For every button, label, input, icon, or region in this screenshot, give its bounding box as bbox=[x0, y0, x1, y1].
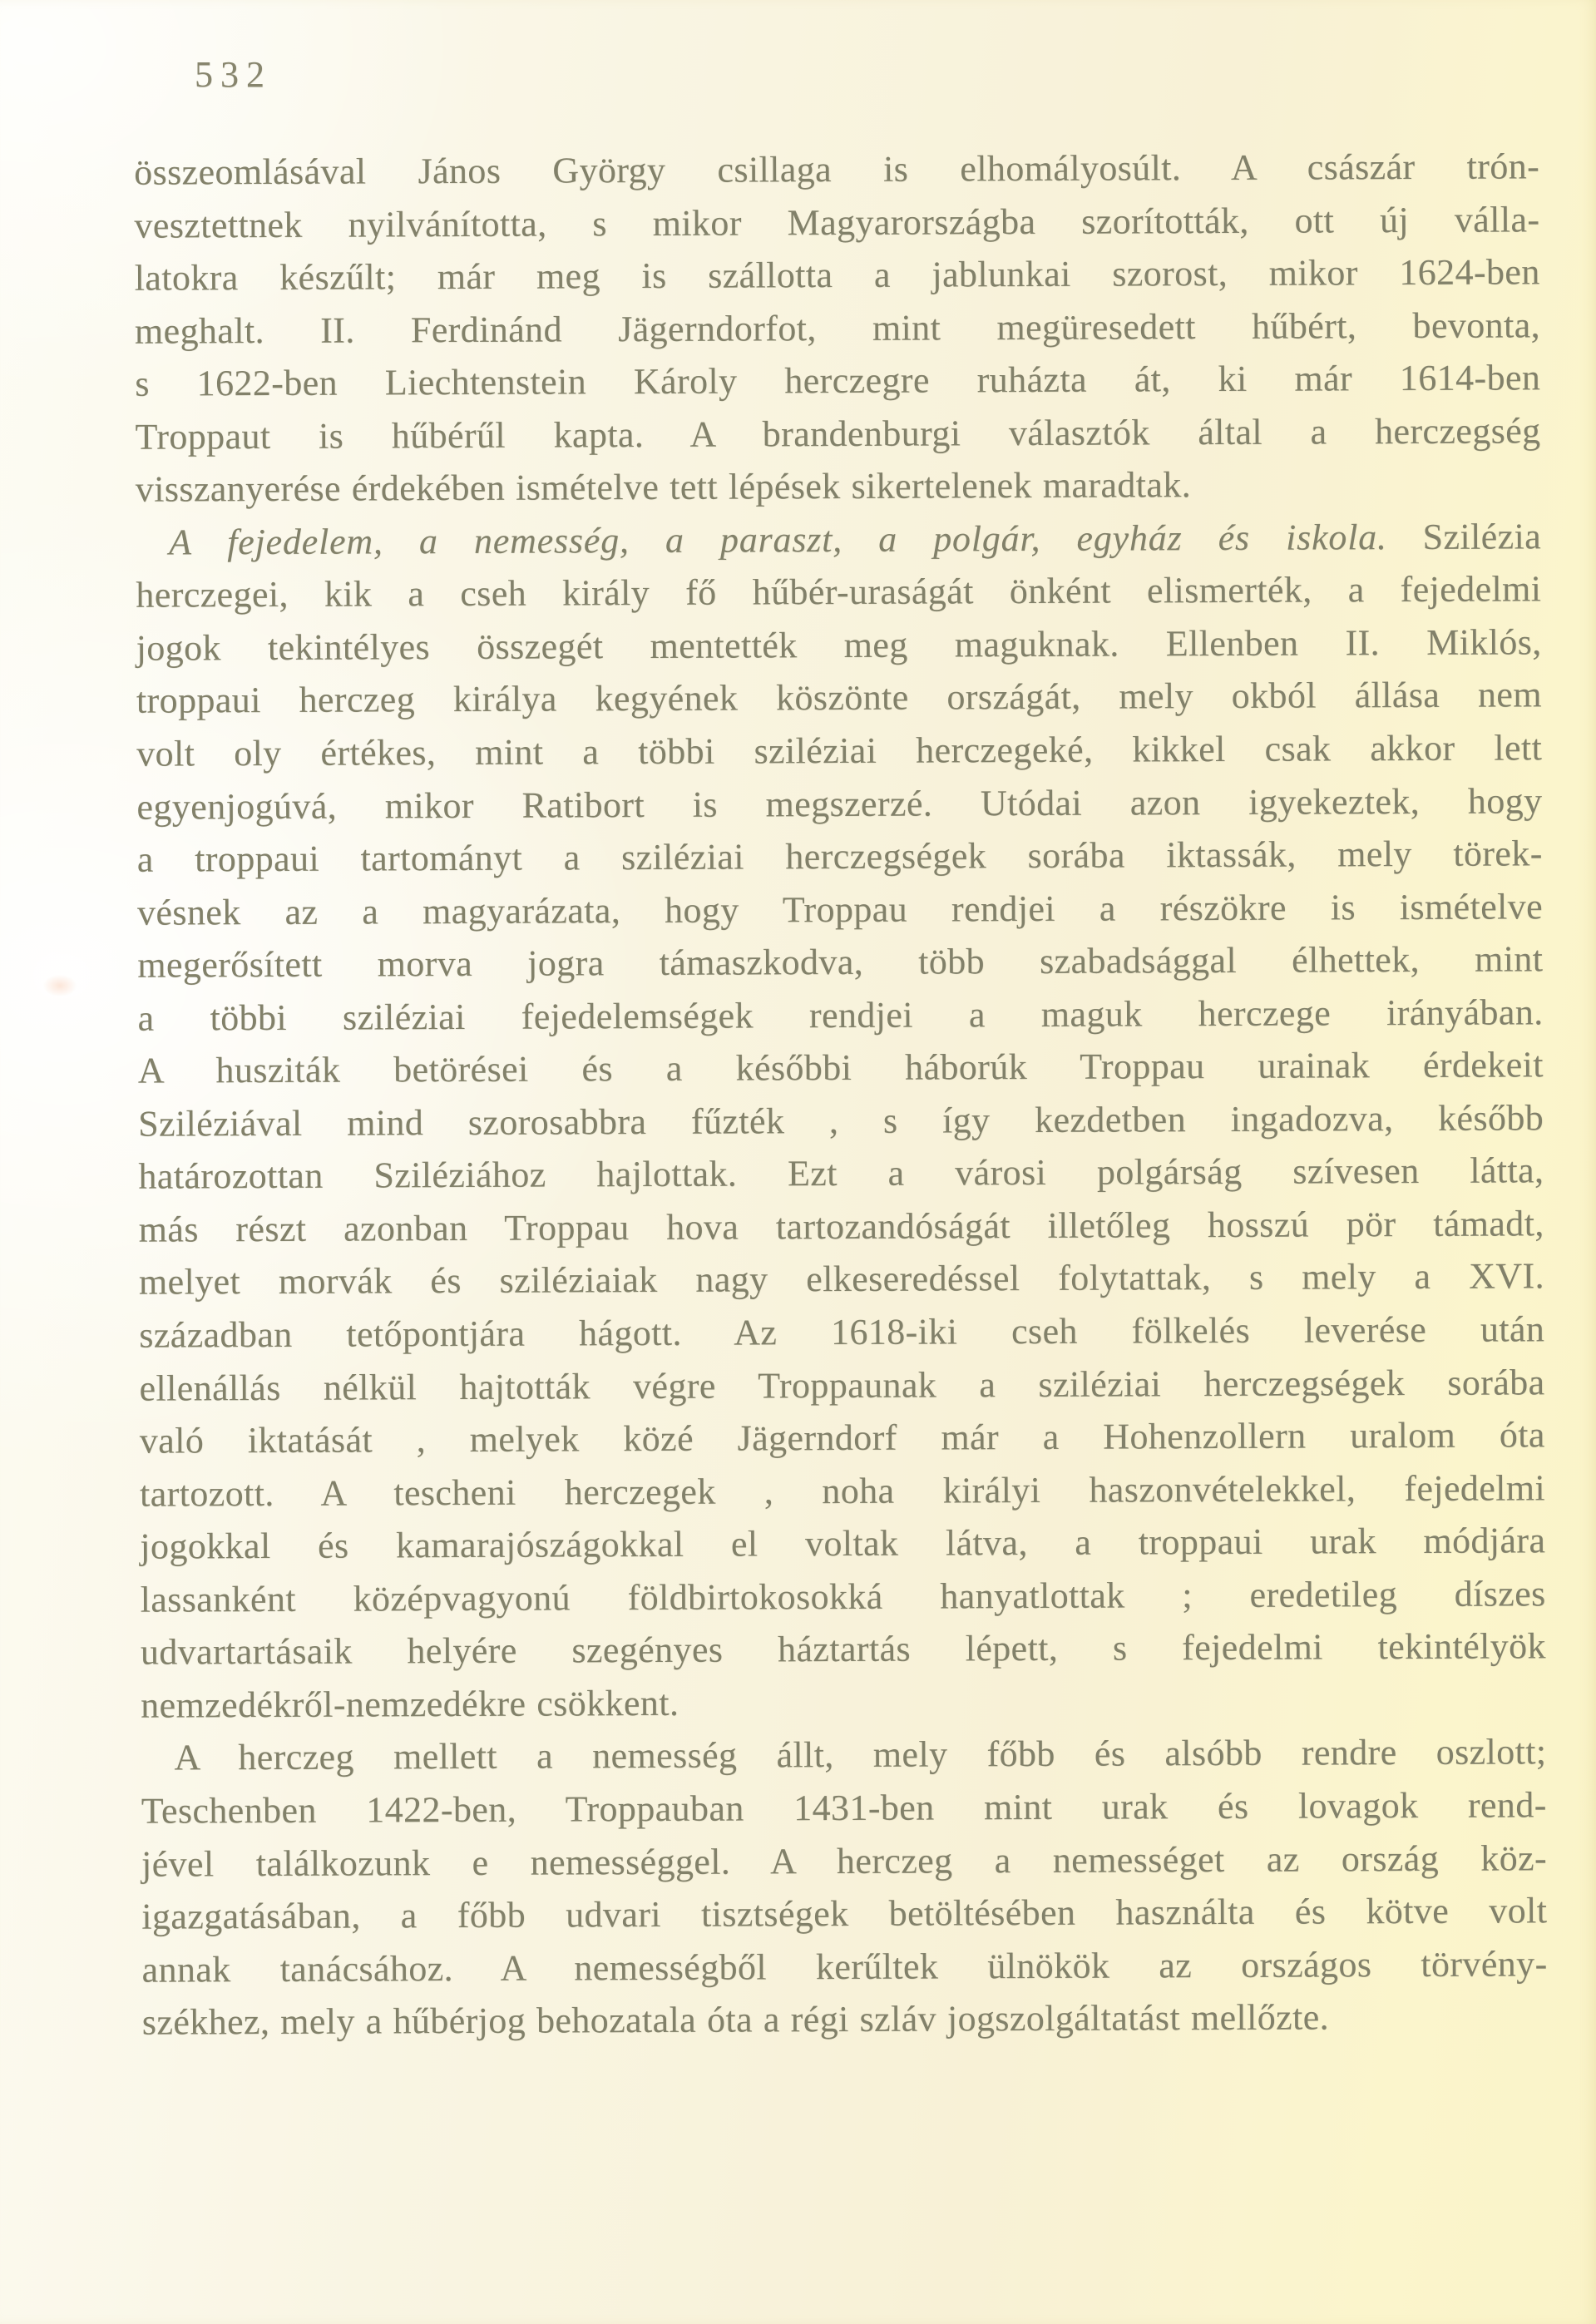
text-line: melyet morvák és sziléziaiak nagy elkeseredéssel folytattak, s mely a XVI. bbox=[138, 1255, 1545, 1303]
text-line: tartozott. A tescheni herczegek , noha királyi haszonvételekkel, fejedelmi bbox=[139, 1466, 1546, 1515]
text-line: meghalt. II. Ferdinánd Jägerndorfot, mint megüresedett hűbért, bevonta, bbox=[134, 304, 1541, 352]
text-line: egyenjogúvá, mikor Ratibort is megszerzé. Utódai azon igyekeztek, hogy bbox=[136, 779, 1543, 828]
italic-topic-phrase: A fejedelem, a nemesség, a paraszt, a polgár, egyház és iskola. bbox=[168, 516, 1387, 563]
text-line-paragraph-end: nemzedékről-nemzedékre csökkent. bbox=[141, 1682, 679, 1726]
body-text bbox=[134, 140, 1548, 2049]
text-line: a többi sziléziai fejedelemségek rendjei a maguk herczege irányában. bbox=[137, 991, 1544, 1039]
text-line: troppaui herczeg királya kegyének köszönte országát, mely okból állása nem bbox=[136, 674, 1543, 722]
text-line: lassanként középvagyonú földbirtokosokká hanyatlottak ; eredetileg díszes bbox=[140, 1573, 1546, 1620]
text-line: jogok tekintélyes összegét mentették meg maguknak. Ellenben II. Miklós, bbox=[136, 621, 1542, 669]
text-line: jével találkozunk e nemességgel. A herczeg a nemességet az ország köz- bbox=[141, 1837, 1548, 1885]
text-line-paragraph-end: visszanyerése érdekében ismételve tett lépések sikertelenek maradtak. bbox=[135, 464, 1192, 510]
text-line: ellenállás nélkül hajtották végre Troppaunak a sziléziai herczegségek sorába bbox=[139, 1361, 1545, 1409]
text-line: volt oly értékes, mint a többi sziléziai herczegeké, kikkel csak akkor lett bbox=[136, 727, 1543, 774]
text-line: Teschenben 1422-ben, Troppauban 1431-ben mint urak és lovagok rend- bbox=[141, 1784, 1547, 1832]
text-line: való iktatását , melyek közé Jägerndorf már a Hohenzollern uralom óta bbox=[139, 1414, 1545, 1461]
text-line: A husziták betörései és a későbbi háborúk Troppau urainak érdekeit bbox=[137, 1044, 1544, 1091]
text-line-paragraph-start bbox=[136, 510, 1541, 569]
text-line: herczegei, kik a cseh király fő hűbér-uraságát önként elismerték, a fejedelmi bbox=[136, 568, 1542, 616]
text-line: határozottan Sziléziához hajlottak. Ezt a városi polgárság szívesen látta, bbox=[138, 1150, 1544, 1198]
text-line: más részt azonban Troppau hova tartozandóságát illetőleg hosszú pör támadt, bbox=[138, 1203, 1544, 1250]
text-line: s 1622-ben Liechtenstein Károly herczegre ruházta át, ki már 1614-ben bbox=[135, 357, 1541, 404]
text-line: Troppaut is hűbérűl kapta. A brandenburgi választók által a herczegség bbox=[135, 410, 1541, 457]
page-number: 532 bbox=[195, 54, 272, 95]
text-line: vesztettnek nyilvánította, s mikor Magyarországba szorították, ott új válla- bbox=[134, 198, 1540, 246]
text-line: annak tanácsához. A nemességből kerűltek ülnökök az országos törvény- bbox=[141, 1942, 1548, 1990]
text-line: a troppaui tartományt a sziléziai herczegségek sorába iktassák, mely törek- bbox=[136, 833, 1543, 880]
text-line: latokra készűlt; már meg is szállotta a jablunkai szorost, mikor 1624-ben bbox=[134, 251, 1540, 299]
text-line: vésnek az a magyarázata, hogy Troppau rendjei a részökre is ismételve bbox=[136, 885, 1544, 933]
text-line: igazgatásában, a főbb udvari tisztségek betöltésében használta és kötve volt bbox=[141, 1890, 1548, 1937]
text-line: jogokkal és kamarajószágokkal el voltak látva, a troppaui urak módjára bbox=[140, 1520, 1546, 1567]
text-line-paragraph-start: A herczeg mellett a nemesség állt, mely főbb és alsóbb rendre oszlott; bbox=[174, 1731, 1547, 1778]
text-line: megerősített morva jogra támaszkodva, több szabadsággal élhettek, mint bbox=[137, 938, 1544, 986]
text-run: Szilézia bbox=[1386, 516, 1542, 557]
text-line-paragraph-end: székhez, mely a hűbérjog behozatala óta a régi szláv jogszolgáltatást mellőzte. bbox=[141, 1996, 1330, 2043]
text-line: Sziléziával mind szorosabbra fűzték , s így kezdetben ingadozva, később bbox=[138, 1097, 1544, 1145]
text-line: században tetőpontjára hágott. Az 1618-iki cseh fölkelés leverése után bbox=[139, 1308, 1545, 1356]
text-line: összeomlásával János György csillaga is elhomályosúlt. A császár trón- bbox=[134, 146, 1540, 193]
text-line: udvartartásaik helyére szegényes háztartás lépett, s fejedelmi tekintélyök bbox=[140, 1625, 1547, 1673]
paper-stain-mark bbox=[43, 975, 77, 996]
